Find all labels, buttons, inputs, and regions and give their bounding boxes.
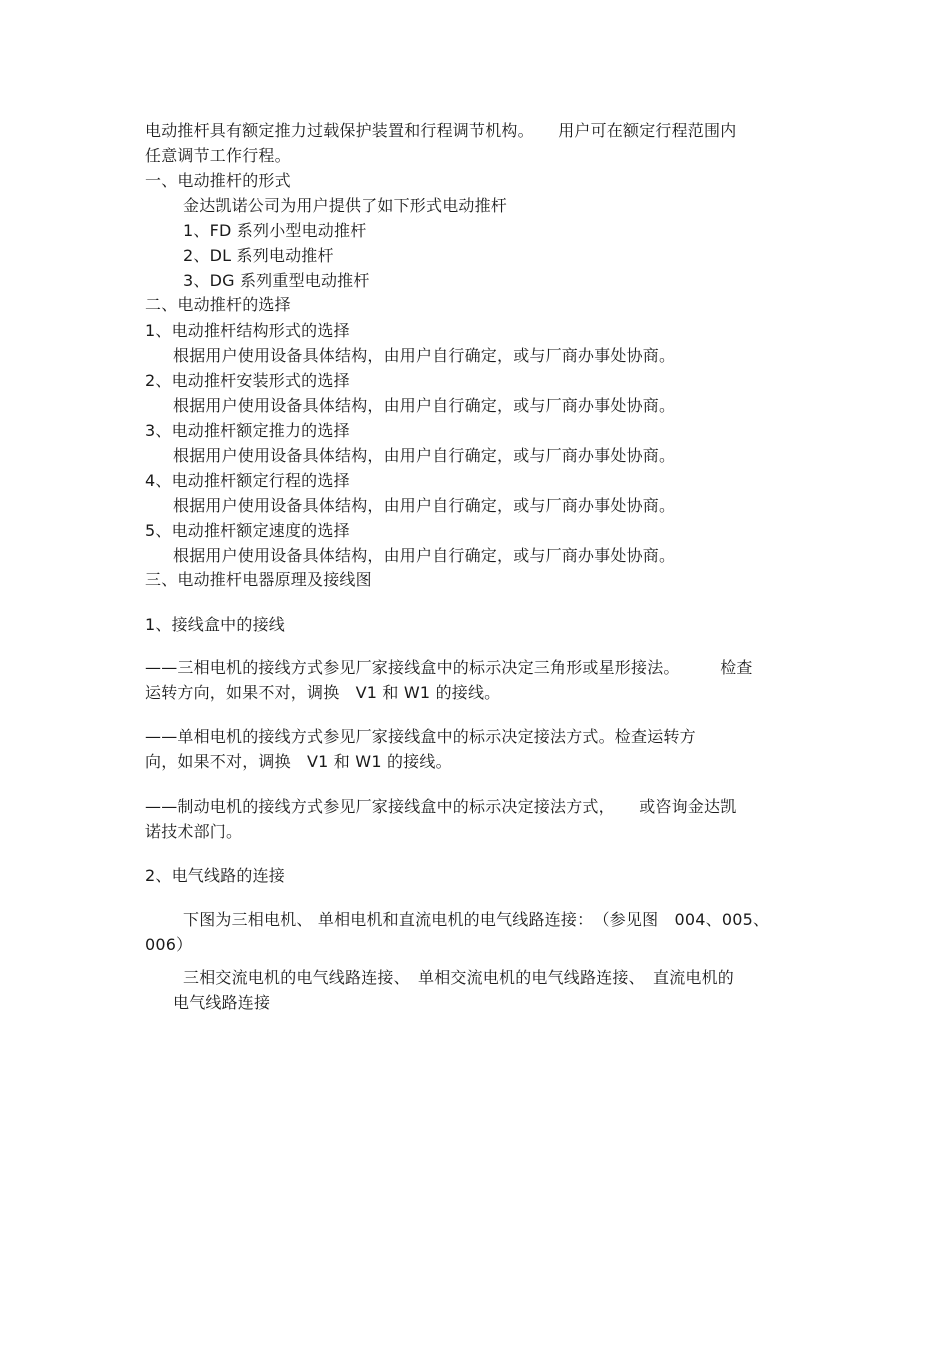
intro-line-1: 电动推杆具有额定推力过载保护装置和行程调节机构。 用户可在额定行程范围内 (145, 121, 737, 140)
section3-sub2-title: 2、电气线路的连接 (145, 866, 285, 885)
section2-item-3-title: 3、电动推杆额定推力的选择 (145, 421, 350, 440)
circuit-paragraph-line-2: 006） (145, 935, 193, 954)
section2-item-4-text: 根据用户使用设备具体结构，由用户自行确定，或与厂商办事处协商。 (173, 496, 676, 515)
section1-item-3: 3、DG 系列重型电动推杆 (183, 271, 370, 290)
wiring-paragraph-1-line-1: ——三相电机的接线方式参见厂家接线盒中的标示决定三角形或星形接法。 检查 (145, 658, 753, 677)
circuit-captions-line-2: 电气线路连接 (173, 993, 271, 1012)
wiring-paragraph-1-line-2: 运转方向，如果不对，调换 V1 和 W1 的接线。 (145, 683, 501, 702)
section3-sub1-title: 1、接线盒中的接线 (145, 615, 285, 634)
section1-item-2: 2、DL 系列电动推杆 (183, 246, 334, 265)
section2-item-3-text: 根据用户使用设备具体结构，由用户自行确定，或与厂商办事处协商。 (173, 446, 676, 465)
section2-item-1-text: 根据用户使用设备具体结构，由用户自行确定，或与厂商办事处协商。 (173, 346, 676, 365)
circuit-paragraph-line-1: 下图为三相电机、 单相电机和直流电机的电气线路连接： （参见图 004、005、 (183, 910, 770, 929)
section2-item-1-title: 1、电动推杆结构形式的选择 (145, 321, 350, 340)
section1-heading: 一、电动推杆的形式 (145, 171, 291, 190)
wiring-paragraph-3-line-1: ——制动电机的接线方式参见厂家接线盒中的标示决定接法方式， 或咨询金达凯 (145, 797, 737, 816)
wiring-paragraph-2-line-2: 向，如果不对，调换 V1 和 W1 的接线。 (145, 752, 452, 771)
section2-item-4-title: 4、电动推杆额定行程的选择 (145, 471, 350, 490)
section2-item-5-text: 根据用户使用设备具体结构，由用户自行确定，或与厂商办事处协商。 (173, 546, 676, 565)
section2-heading: 二、电动推杆的选择 (145, 295, 291, 314)
section2-item-5-title: 5、电动推杆额定速度的选择 (145, 521, 350, 540)
circuit-captions-line-1: 三相交流电机的电气线路连接、 单相交流电机的电气线路连接、 直流电机的 (183, 968, 735, 987)
intro-line-2: 任意调节工作行程。 (145, 146, 291, 165)
section1-text: 金达凯诺公司为用户提供了如下形式电动推杆 (183, 196, 508, 215)
section3-heading: 三、电动推杆电器原理及接线图 (145, 570, 372, 589)
section2-item-2-title: 2、电动推杆安装形式的选择 (145, 371, 350, 390)
wiring-paragraph-2-line-1: ——单相电机的接线方式参见厂家接线盒中的标示决定接法方式。检查运转方 (145, 727, 696, 746)
section1-item-1: 1、FD 系列小型电动推杆 (183, 221, 367, 240)
wiring-paragraph-3-line-2: 诺技术部门。 (145, 822, 243, 841)
section2-item-2-text: 根据用户使用设备具体结构，由用户自行确定，或与厂商办事处协商。 (173, 396, 676, 415)
